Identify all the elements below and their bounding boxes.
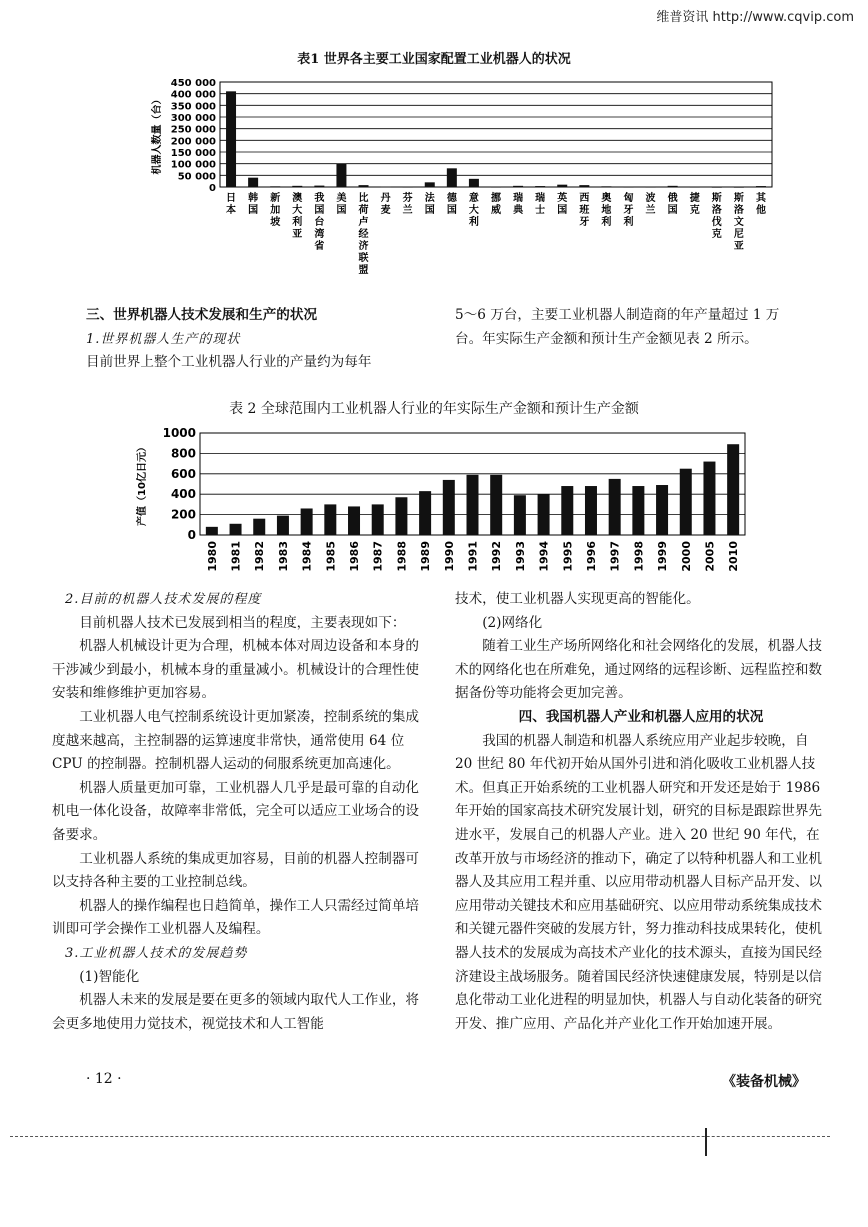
x-tick-label-char: 湾 — [314, 229, 325, 240]
chart1-robot-count — [0, 68, 868, 288]
x-tick-label-char: 亚 — [733, 241, 744, 252]
x-tick-label-char: 伐 — [711, 217, 722, 228]
bar — [734, 187, 744, 188]
bar — [756, 186, 766, 187]
bar — [324, 504, 336, 535]
paragraph: 3.工业机器人技术的发展趋势 — [65, 945, 248, 961]
bar — [680, 469, 692, 535]
paragraph: 三、世界机器人技术发展和生产的状况 — [86, 307, 318, 323]
x-tick-label: 1985 — [324, 541, 338, 572]
x-tick-label: 1980 — [205, 541, 219, 572]
y-tick-label: 200 000 — [170, 136, 216, 148]
x-tick-label-char: 斯 — [711, 193, 722, 204]
y-tick-label: 450 000 — [170, 78, 216, 89]
lower-right-column — [455, 588, 827, 1036]
x-tick-label-char: 文 — [733, 217, 744, 228]
plot-frame — [220, 82, 772, 187]
x-tick-label-char: 卢 — [358, 217, 369, 228]
x-tick-label: 1992 — [490, 541, 504, 572]
x-tick-label-char: 国 — [314, 205, 325, 216]
bar — [403, 187, 413, 188]
paragraph: 工业机器人系统的集成更加容易，目前的机器人控制器可以支持各种主要的工业控制总线。 — [52, 850, 420, 891]
y-tick-label: 0 — [209, 183, 216, 194]
x-tick-label-char: 丹 — [380, 193, 391, 204]
x-tick-label-char: 芬 — [402, 193, 413, 204]
x-tick-label-char: 波 — [645, 193, 656, 204]
paragraph: 机器人机械设计更为合理，机械本体对周边设备和本身的干涉减少到最小，机械本身的重量减小。机械设计的合理性使安装和维修维护更加容易。 — [52, 638, 420, 702]
x-tick-label-char: 牙 — [579, 217, 590, 228]
x-tick-label: 1998 — [632, 541, 646, 572]
x-tick-label: 1999 — [656, 541, 670, 572]
x-tick-label-char: 利 — [468, 217, 479, 228]
x-tick-label-char: 麦 — [380, 205, 391, 216]
x-tick-label: 1981 — [229, 541, 243, 572]
bar — [277, 516, 289, 535]
paragraph: 目前机器人技术已发展到相当的程度，主要表现如下： — [79, 614, 406, 631]
bar — [490, 475, 502, 535]
x-tick-label-char: 大 — [292, 205, 303, 216]
x-tick-label: 1996 — [584, 541, 598, 572]
bar — [690, 187, 700, 188]
y-tick-label: 100 000 — [170, 159, 216, 171]
x-tick-label-char: 台 — [314, 217, 325, 228]
source-label: 《装备机械》 — [722, 1074, 806, 1090]
x-tick-label-char: 匈 — [623, 193, 634, 204]
x-tick-label-char: 国 — [336, 205, 347, 216]
x-tick-label-char: 法 — [424, 193, 435, 204]
bar — [514, 495, 526, 535]
lower-left-column — [52, 588, 426, 1036]
x-tick-label-char: 奥 — [601, 193, 612, 204]
x-tick-label-char: 坡 — [270, 217, 281, 228]
x-tick-label: 1994 — [537, 541, 551, 572]
x-tick-label-char: 利 — [292, 217, 303, 228]
x-tick-label-char: 洛 — [711, 205, 722, 216]
x-tick-label-char: 其 — [755, 193, 766, 204]
x-tick-label: 1983 — [276, 541, 290, 572]
y-axis-label: 产值（10亿日元） — [137, 442, 148, 526]
bar — [538, 494, 550, 535]
bar — [226, 91, 236, 187]
paragraph: 目前世界上整个工业机器人行业的产量约为每年 — [86, 354, 372, 371]
bar — [230, 524, 242, 535]
paragraph: (1)智能化 — [79, 968, 140, 985]
bar — [467, 475, 479, 535]
paragraph: 工业机器人电气控制系统设计更加紧凑，控制系统的集成度越来越高，主控制器的运算速度非常快，通常使用 64 位 CPU 的控制器。控制机器人运动的伺服系统更加高速化。 — [52, 708, 420, 773]
x-tick-label: 1988 — [395, 541, 409, 572]
y-tick-label: 0 — [187, 528, 196, 542]
chart1-caption: 表1 世界各主要工业国家配置工业机器人的状况 — [297, 52, 571, 67]
x-tick-label-char: 济 — [358, 241, 369, 252]
x-tick-label-char: 牙 — [623, 205, 634, 216]
x-tick-label-char: 西 — [579, 193, 590, 204]
x-tick-label: 1991 — [466, 541, 480, 572]
x-tick-label-char: 我 — [314, 193, 325, 204]
x-tick-label-char: 加 — [270, 205, 281, 216]
x-tick-label-char: 国 — [667, 205, 678, 216]
bar — [585, 486, 597, 535]
x-tick-label-char: 斯 — [733, 193, 744, 204]
x-tick-label-char: 国 — [446, 205, 457, 216]
bar — [419, 491, 431, 535]
x-tick-label: 2000 — [679, 541, 693, 572]
bar — [359, 185, 369, 187]
paragraph: 2.目前的机器人技术发展的程度 — [65, 592, 262, 607]
bar — [579, 185, 589, 187]
x-tick-label-char: 本 — [226, 205, 237, 216]
watermark: 维普资讯 http://www.cqvip.com — [656, 10, 854, 25]
x-tick-label-char: 尼 — [733, 229, 744, 240]
x-tick-label-char: 国 — [557, 205, 568, 216]
x-tick-label-char: 亚 — [292, 229, 303, 240]
bar — [395, 497, 407, 535]
x-tick-label-char: 他 — [755, 205, 766, 216]
bar — [206, 527, 218, 535]
x-tick-label-char: 兰 — [645, 205, 656, 216]
x-tick-label: 1997 — [608, 541, 622, 572]
paragraph: 随着工业生产场所网络化和社会网络化的发展，机器人技术的网络化也在所难免，通过网络的远程诊断、远程监控和数据备份等功能将会更加完善。 — [455, 638, 823, 702]
x-tick-label: 1989 — [419, 541, 433, 572]
bottom-tick-mark — [705, 1128, 707, 1156]
bar — [381, 187, 391, 188]
x-tick-label-char: 美 — [336, 193, 347, 204]
bar — [561, 486, 573, 535]
x-tick-label-char: 士 — [535, 205, 546, 216]
x-tick-label-char: 省 — [314, 241, 325, 252]
bar — [253, 519, 265, 535]
x-tick-label-char: 兰 — [402, 205, 413, 216]
y-tick-label: 350 000 — [170, 101, 216, 113]
x-tick-label-char: 洛 — [733, 205, 744, 216]
x-tick-label-char: 澳 — [292, 193, 303, 204]
bar — [469, 179, 479, 187]
bar — [623, 187, 633, 188]
y-axis-label: 机器人数量（台） — [152, 94, 163, 175]
x-tick-label-char: 荷 — [358, 205, 369, 216]
y-tick-label: 1000 — [162, 426, 196, 440]
x-tick-label: 2005 — [703, 541, 717, 572]
x-tick-label-char: 俄 — [667, 193, 678, 204]
paragraph: 机器人质量更加可靠，工业机器人几乎是最可靠的自动化机电一体化设备，故障率非常低，完全可以适应工业场合的设备要求。 — [52, 779, 420, 843]
x-tick-label-char: 比 — [358, 193, 369, 204]
x-tick-label-char: 日 — [226, 193, 237, 204]
x-tick-label-char: 英 — [557, 193, 568, 204]
bar — [336, 164, 346, 187]
bar — [447, 168, 457, 187]
x-tick-label-char: 利 — [601, 217, 612, 228]
bar — [491, 187, 501, 188]
y-tick-label: 300 000 — [170, 113, 216, 124]
x-tick-label-char: 大 — [468, 205, 479, 216]
bar — [609, 479, 621, 535]
paragraph: 技术，使工业机器人实现更高的智能化。 — [455, 591, 700, 607]
bar — [372, 504, 384, 535]
y-tick-label: 800 — [170, 446, 196, 461]
x-tick-label-char: 意 — [468, 193, 479, 204]
x-tick-label-char: 威 — [491, 205, 501, 216]
paragraph: 机器人未来的发展是要在更多的领域内取代人工作业，将会更多地使用力觉技术，视觉技术和人工智能 — [52, 992, 420, 1032]
bar — [425, 182, 435, 187]
bar — [656, 485, 668, 535]
x-tick-label-char: 国 — [424, 205, 435, 216]
paragraph: 1.世界机器人生产的现状 — [86, 331, 241, 347]
paragraph: 5～6 万台，主要工业机器人制造商的年产量超过 1 万台。年实际生产金额和预计生产金额见表 2 所示。 — [455, 307, 780, 347]
paragraph: 四、我国机器人产业和机器人应用的状况 — [518, 708, 764, 725]
x-tick-label-char: 克 — [711, 229, 722, 240]
x-tick-label-char: 瑞 — [513, 193, 524, 204]
x-tick-label: 1995 — [561, 541, 575, 572]
y-tick-label: 250 000 — [170, 124, 216, 136]
bar — [443, 480, 455, 535]
x-tick-label-char: 典 — [513, 205, 524, 216]
x-tick-label-char: 瑞 — [535, 193, 546, 204]
bar — [314, 186, 324, 187]
bar — [601, 186, 611, 187]
chart2-caption: 表 2 全球范围内工业机器人行业的年实际生产金额和预计生产金额 — [229, 401, 639, 417]
x-tick-label-char: 克 — [689, 205, 700, 216]
bar — [632, 486, 644, 535]
bar — [292, 186, 302, 187]
upper-right-column — [455, 304, 805, 351]
bar — [712, 187, 722, 188]
page-number: · 12 · — [86, 1071, 122, 1087]
y-tick-label: 400 — [170, 487, 196, 502]
x-tick-label-char: 新 — [270, 193, 281, 204]
x-tick-label-char: 捷 — [689, 193, 700, 204]
bottom-rule — [10, 1136, 830, 1138]
x-tick-label-char: 班 — [579, 205, 590, 216]
paragraph: (2)网络化 — [482, 614, 543, 631]
x-tick-label-char: 德 — [446, 193, 457, 204]
x-tick-label-char: 经 — [358, 229, 369, 240]
x-tick-label-char: 挪 — [491, 193, 501, 204]
x-tick-label: 1993 — [513, 541, 527, 572]
bar — [646, 187, 656, 188]
bar — [727, 444, 739, 535]
x-tick-label: 2010 — [727, 541, 741, 572]
y-tick-label: 50 000 — [177, 171, 216, 183]
x-tick-label: 1984 — [300, 541, 314, 572]
x-tick-label: 1987 — [371, 541, 385, 572]
bar — [348, 506, 360, 535]
x-tick-label-char: 联 — [358, 253, 369, 264]
paragraph: 我国的机器人制造和机器人系统应用产业起步较晚，自 20 世纪 80 年代初开始从国外引进和消化吸收工业机器人技术。但真正开始系统的工业机器人研究和开发还是始于 1986 年开始的国家高技术研究发展计划，研究的目标是跟踪世界先进水平，发展自己的机器人产业。进入 20 世纪 90 年代，在改革开放与市场经济的推动下，确定了以特种机器人和工业机器人及其应用工程并重、以应用带动机器人目标产品开发、以应用带动关键技术和应用基础研究、以应用带动系统集成技术和关键元器件突破的发展方针，努力推动科技成果转化，使机器人技术的发展成为高技术产业化的技术源头，直接为国民经济建设主战场服务。随着国民经济快速健康发展，特别是以信息化带动工业化进程的明显加快，机器人与自动化装备的研究开发、推广应用、产品化并产业化工作开始加速开展。 — [455, 732, 823, 1032]
chart2-production-value — [0, 420, 868, 580]
bar — [557, 185, 567, 187]
x-tick-label: 1982 — [253, 541, 267, 572]
bar — [301, 508, 313, 535]
x-tick-label-char: 韩 — [248, 193, 259, 204]
x-tick-label: 1990 — [442, 541, 456, 572]
x-tick-label-char: 盟 — [358, 265, 369, 276]
bar — [703, 462, 715, 535]
bar — [668, 186, 678, 187]
x-tick-label-char: 利 — [623, 217, 634, 228]
paragraph: 机器人的操作编程也日趋简单，操作工人只需经过简单培训即可学会操作工业机器人及编程。 — [52, 897, 420, 938]
bar — [270, 186, 280, 187]
y-tick-label: 150 000 — [170, 148, 216, 159]
y-tick-label: 600 — [170, 466, 196, 481]
x-tick-label-char: 国 — [248, 205, 259, 216]
x-tick-label: 1986 — [348, 541, 362, 572]
x-tick-label-char: 地 — [601, 205, 612, 216]
bar — [248, 178, 258, 187]
bar — [513, 186, 523, 187]
y-tick-label: 400 000 — [170, 89, 216, 101]
upper-left-column — [86, 304, 428, 375]
y-tick-label: 200 — [170, 507, 196, 522]
bar — [535, 186, 545, 187]
